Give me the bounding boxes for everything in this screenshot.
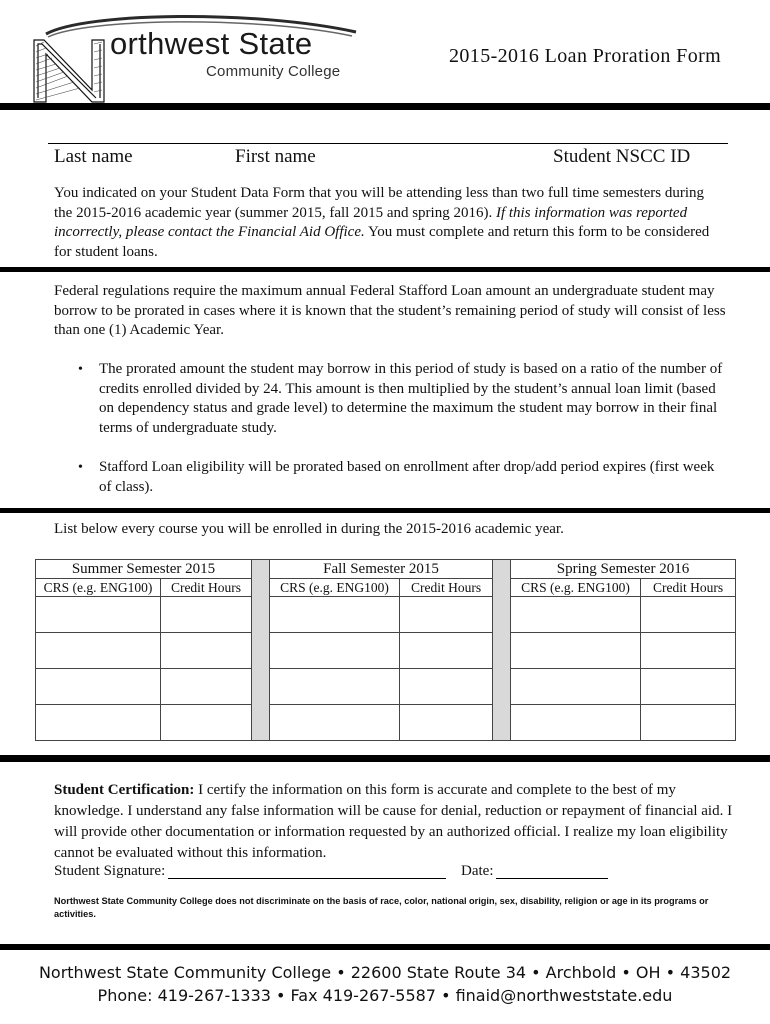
table-row [36,597,736,633]
certification-block [54,780,734,864]
course-instruction: List below every course you will be enrolled in during the 2015-2016 academic year. [54,521,564,537]
logo-name: orthwest State [110,26,313,61]
first-name-label: First name [235,146,316,167]
certification-heading: Student Certification: [54,782,195,798]
bullet-item: Stafford Loan eligibility will be prorated based on enrollment after drop/add period expires (first week of class). [99,459,715,495]
bullet-item: The prorated amount the student may borrow in this period of study is based on a ratio of the number of credits enrolled divided by 24. This amount is then multiplied by the student’s annual loan limit (based on dependency status and grade level) to determine the maximum the student may borrow in their final terms of undergraduate study. [99,361,723,436]
spring-course-cell[interactable] [511,597,641,633]
footer-contact: Phone: 419-267-1333 • Fax 419-267-5587 • finaid@northweststate.edu [97,986,673,1005]
date-field[interactable] [496,863,608,879]
credit-hours-column-header: Credit Hours [400,579,493,597]
crs-column-header: CRS (e.g. ENG100) [36,579,161,597]
signature-label: Student Signature: [54,863,166,879]
certification-text: I certify the information on this form is accurate and complete to the best of my knowledge. I understand any false information will be cause for denial, reduction or repayment of financial aid. I will provide other documentation or information requested by an authorized official. I realize my loan eligibility cannot be evaluated without this information. [54,782,733,861]
summer-credit-cell[interactable] [161,705,252,741]
column-separator [252,560,270,741]
name-entry-line[interactable] [48,143,728,144]
bullet-icon: • [78,460,83,475]
signature-field[interactable] [168,863,446,879]
form-title: 2015-2016 Loan Proration Form [449,45,722,67]
fall-credit-cell[interactable] [400,705,493,741]
column-separator [493,560,511,741]
last-name-label: Last name [54,146,133,167]
credit-hours-column-header: Credit Hours [641,579,736,597]
summer-credit-cell[interactable] [161,633,252,669]
spring-semester-header: Spring Semester 2016 [511,560,736,579]
crs-column-header: CRS (e.g. ENG100) [511,579,641,597]
intro-italic-text: If this information was reported incorrectly, please contact the Financial Aid Office. [54,204,688,240]
summer-semester-header: Summer Semester 2015 [36,560,252,579]
summer-course-cell[interactable] [36,669,161,705]
crs-column-header: CRS (e.g. ENG100) [270,579,400,597]
summer-credit-cell[interactable] [161,597,252,633]
footer-divider [0,944,770,950]
fall-course-cell[interactable] [270,633,400,669]
footer-address: Northwest State Community College • 22600 State Route 34 • Archbold • OH • 43502 [38,963,732,982]
summer-course-cell[interactable] [36,597,161,633]
credit-hours-column-header: Credit Hours [161,579,252,597]
section-divider [0,267,770,272]
bullet-icon: • [78,362,83,377]
logo-letter: N [26,12,27,13]
spring-course-cell[interactable] [511,705,641,741]
section-divider [0,508,770,513]
intro-text: You indicated on your Student Data Form that you will be attending less than two full time semesters during the 2015-2016 academic year (summer 2015, fall 2015 and spring 2016). [54,185,705,221]
header-divider [0,103,770,110]
fall-semester-header: Fall Semester 2015 [270,560,493,579]
section-divider [0,755,770,762]
date-label: Date: [461,863,494,879]
logo-subtitle: Community College [206,63,341,80]
fall-course-cell[interactable] [270,597,400,633]
summer-course-cell[interactable] [36,633,161,669]
spring-credit-cell[interactable] [641,705,736,741]
fall-course-cell[interactable] [270,705,400,741]
fall-course-cell[interactable] [270,669,400,705]
spring-credit-cell[interactable] [641,669,736,705]
spring-course-cell[interactable] [511,633,641,669]
spring-credit-cell[interactable] [641,633,736,669]
fall-credit-cell[interactable] [400,597,493,633]
table-row [36,705,736,741]
intro-text-end: You must complete and return this form to be considered for student loans. [54,224,710,260]
spring-course-cell[interactable] [511,669,641,705]
spring-credit-cell[interactable] [641,597,736,633]
non-discrimination-notice: Northwest State Community College does not discriminate on the basis of race, color, national origin, sex, disability, religion or age in its programs or activities. [54,896,709,919]
regulations-paragraph: Federal regulations require the maximum annual Federal Stafford Loan amount an undergraduate student may borrow to be prorated in cases where it is known that the student’s remaining period of study will consist of less than one (1) Academic Year. [54,283,726,338]
intro-paragraph [54,184,726,262]
summer-credit-cell[interactable] [161,669,252,705]
summer-course-cell[interactable] [36,705,161,741]
fall-credit-cell[interactable] [400,669,493,705]
fall-credit-cell[interactable] [400,633,493,669]
course-table [35,559,736,741]
table-row [36,633,736,669]
table-row [36,669,736,705]
student-id-label: Student NSCC ID [553,146,691,167]
